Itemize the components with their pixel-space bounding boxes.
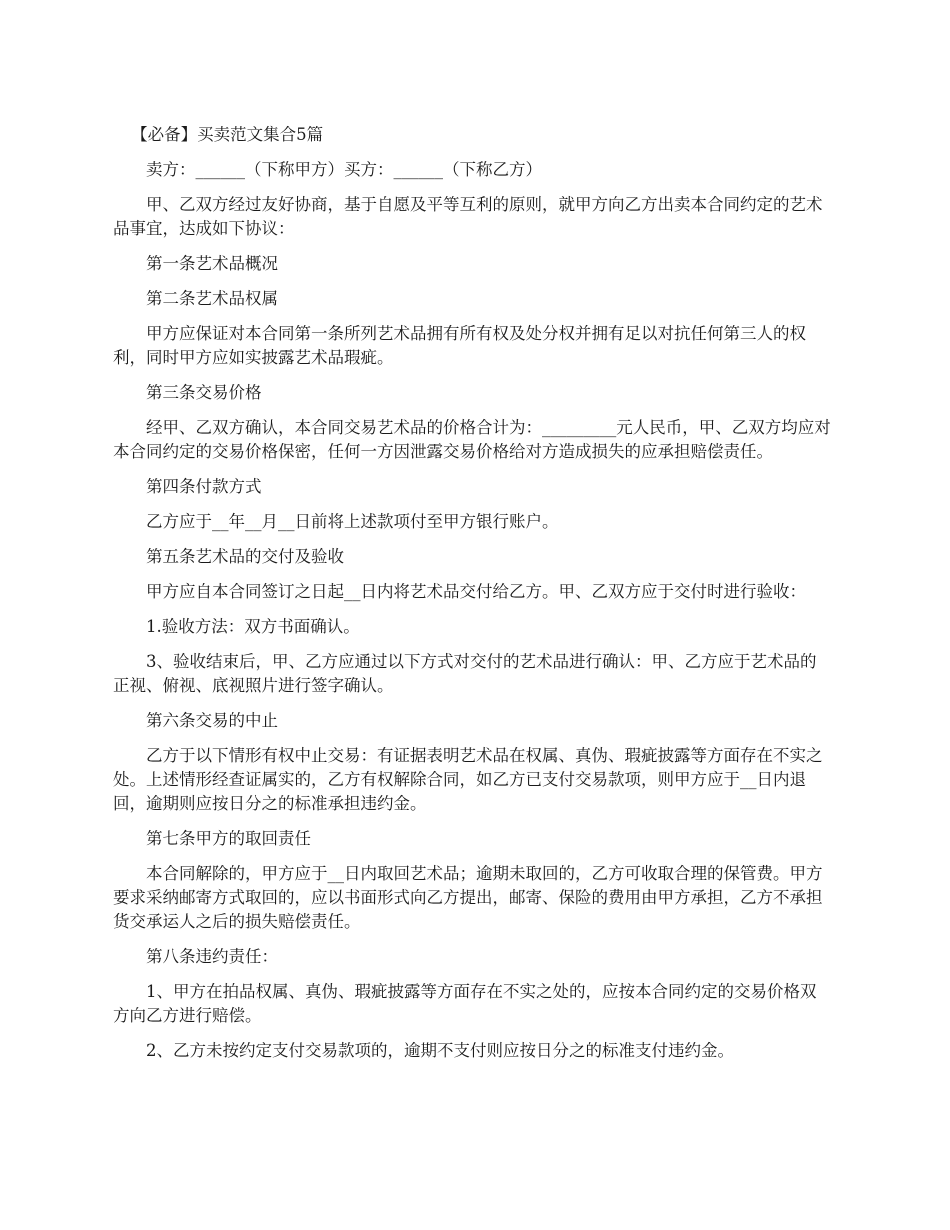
heading-article-3: 第三条交易价格 [146, 383, 262, 402]
document-title: 【必备】买卖范文集合5篇 [131, 125, 324, 144]
paragraph-preamble: 甲、乙双方经过友好协商，基于自愿及平等互利的原则，就甲方向乙方出卖本合同约定的艺术品事宜，达成如下协议： [113, 195, 823, 238]
paragraph-article-5-item-1: 1.验收方法：双方书面确认。 [146, 617, 360, 636]
heading-article-2: 第二条艺术品权属 [146, 289, 278, 308]
paragraph-article-5-item-3: 3、验收结束后，甲、乙方应通过以下方式对交付的艺术品进行确认：甲、乙方应于艺术品的正视、俯视、底视照片进行签字确认。 [113, 652, 817, 695]
paragraph-article-6: 乙方于以下情形有权中止交易：有证据表明艺术品在权属、真伪、瑕疵披露等方面存在不实之处。上述情形经查证属实的，乙方有权解除合同，如乙方已支付交易款项，则甲方应于__日内退回，逾期则应按日分之的标准承担违约金。 [113, 746, 823, 813]
paragraph-article-3: 经甲、乙双方确认，本合同交易艺术品的价格合计为：_________元人民币，甲、乙双方均应对本合同约定的交易价格保密，任何一方因泄露交易价格给对方造成损失的应承担赔偿责任。 [113, 418, 831, 461]
heading-article-4: 第四条付款方式 [146, 477, 262, 496]
paragraph-parties: 卖方：______（下称甲方）买方：______（下称乙方） [146, 160, 542, 179]
paragraph-article-8-item-2: 2、乙方未按约定支付交易款项的，逾期不支付则应按日分之的标准支付违约金。 [146, 1041, 734, 1060]
heading-article-8: 第八条违约责任： [146, 947, 278, 966]
heading-article-6: 第六条交易的中止 [146, 711, 278, 730]
paragraph-article-2: 甲方应保证对本合同第一条所列艺术品拥有所有权及处分权并拥有足以对抗任何第三人的权利，同时甲方应如实披露艺术品瑕疵。 [113, 324, 806, 367]
paragraph-article-7: 本合同解除的，甲方应于__日内取回艺术品；逾期未取回的，乙方可收取合理的保管费。甲方要求采纳邮寄方式取回的，应以书面形式向乙方提出，邮寄、保险的费用由甲方承担，乙方不承担货交承运人之后的损失赔偿责任。 [113, 864, 823, 931]
paragraph-article-5: 甲方应自本合同签订之日起__日内将艺术品交付给乙方。甲、乙双方应于交付时进行验收： [146, 582, 806, 601]
paragraph-article-4: 乙方应于__年__月__日前将上述款项付至甲方银行账户。 [146, 512, 559, 531]
heading-article-5: 第五条艺术品的交付及验收 [146, 547, 344, 566]
heading-article-7: 第七条甲方的取回责任 [146, 829, 311, 848]
heading-article-1: 第一条艺术品概况 [146, 254, 278, 273]
paragraph-article-8-item-1: 1、甲方在拍品权属、真伪、瑕疵披露等方面存在不实之处的，应按本合同约定的交易价格双方向乙方进行赔偿。 [113, 982, 817, 1025]
